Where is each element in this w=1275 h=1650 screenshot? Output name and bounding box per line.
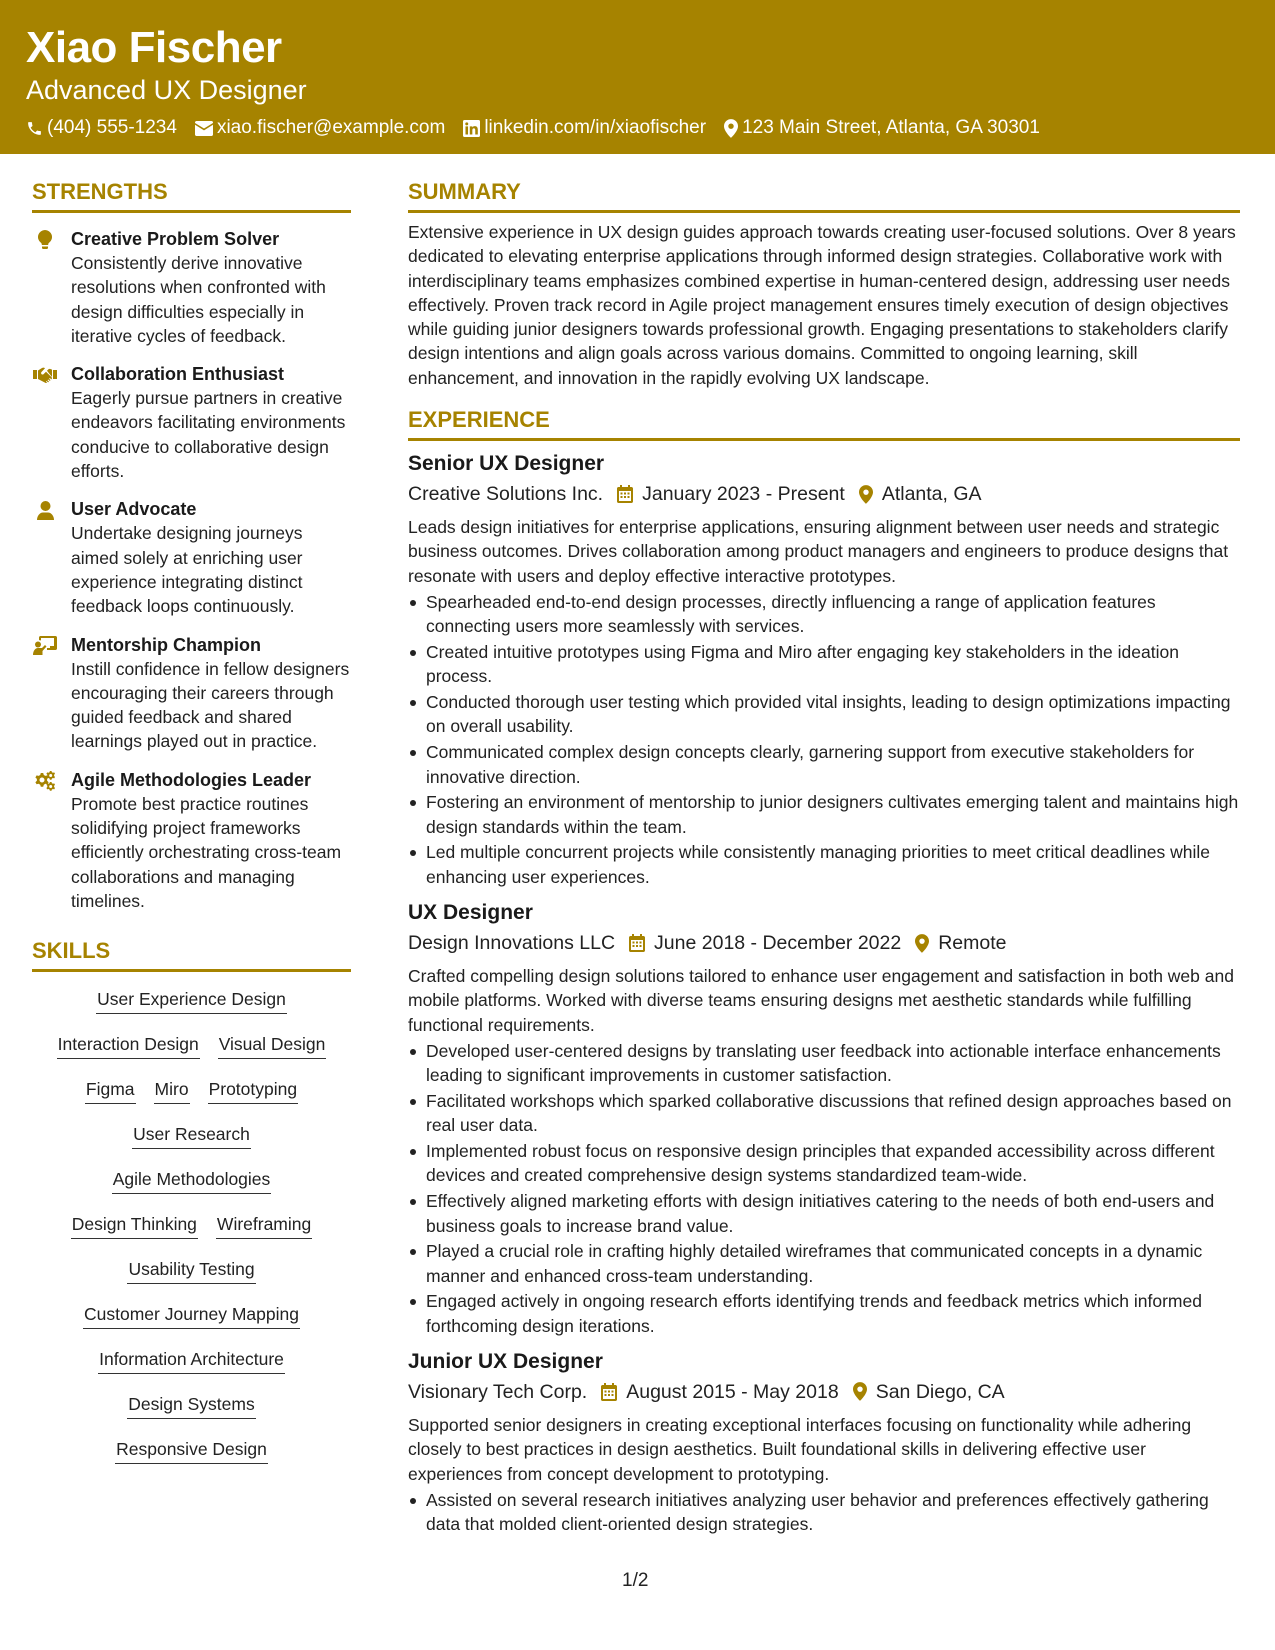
job-bullets (408, 590, 1240, 889)
skill-row (32, 978, 351, 1023)
company-name: Creative Solutions Inc. (408, 483, 604, 506)
resume-header (0, 0, 1275, 154)
skill-tag: Customer Journey Mapping (83, 1302, 300, 1329)
calendar-icon (617, 485, 633, 503)
skill-tag: Figma (85, 1077, 136, 1104)
bullet-item: Implemented robust focus on responsive design principles that expanded accessibility across different devices and created comprehensive design systems standardized team-wide. (408, 1139, 1240, 1188)
strengths-heading: STRENGTHS (32, 178, 351, 213)
strength-desc: Undertake designing journeys aimed solely at enriching user experience integrating distinct feedback loops continuously. (71, 523, 303, 617)
job-location: San Diego, CA (875, 1380, 1005, 1403)
handshake-icon (32, 364, 58, 386)
skill-row (32, 1293, 351, 1338)
skill-tag: Prototyping (208, 1077, 299, 1104)
contact-linkedin[interactable] (463, 115, 706, 141)
strength-item (32, 227, 351, 348)
skill-tag: Information Architecture (98, 1347, 285, 1374)
bullet-item: Led multiple concurrent projects while consistently managing priorities to meet critical deadlines while enhancing user experiences. (408, 840, 1240, 889)
job-dates: January 2023 - Present (642, 483, 845, 506)
bullet-item: Fostering an environment of mentorship to junior designers cultivates emerging talent and maintains high design standards within the team. (408, 790, 1240, 839)
job-title: Senior UX Designer (408, 452, 605, 476)
skills-list (32, 978, 351, 1473)
strength-desc: Eagerly pursue partners in creative endeavors facilitating environments conducive to collaborative design efforts. (71, 388, 346, 482)
map-pin-icon (915, 934, 929, 953)
job-entry (408, 450, 1240, 889)
job-dates: June 2018 - December 2022 (654, 932, 902, 955)
email-text: xiao.fischer@example.com (216, 117, 446, 138)
skill-tag: User Experience Design (96, 987, 287, 1014)
user-icon (32, 499, 58, 521)
skill-tag: Visual Design (218, 1032, 327, 1059)
skill-tag: Wireframing (216, 1212, 312, 1239)
skill-tag: Responsive Design (115, 1437, 268, 1464)
strength-title: Agile Methodologies Leader (71, 769, 312, 790)
bullet-item: Spearheaded end-to-end design processes, directly influencing a range of application features connecting users more seamlessly with services. (408, 590, 1240, 639)
calendar-icon (601, 1383, 617, 1401)
candidate-name: Xiao Fischer (26, 23, 282, 72)
company-name: Design Innovations LLC (408, 932, 616, 955)
bullet-item: Engaged actively in ongoing research efforts identifying trends and feedback metrics which informed forthcoming design iterations. (408, 1289, 1240, 1338)
skill-tag: Usability Testing (127, 1257, 255, 1284)
strength-title: User Advocate (71, 499, 197, 520)
bullet-item: Communicated complex design concepts clearly, garnering support from executive stakeholders for innovative direction. (408, 740, 1240, 789)
contact-bar (26, 115, 1058, 141)
skill-tag: Design Systems (127, 1392, 255, 1419)
summary-heading: SUMMARY (408, 178, 1240, 213)
skill-row (32, 1203, 351, 1248)
phone-icon (26, 120, 43, 137)
bullet-item: Played a crucial role in crafting highly detailed wireframes that communicated concepts in a dynamic manner and enhanced cross-team understanding. (408, 1239, 1240, 1288)
strength-item (32, 497, 351, 618)
job-meta (408, 1377, 1240, 1407)
job-entry (408, 1348, 1240, 1536)
skill-row (32, 1338, 351, 1383)
strength-item (32, 362, 351, 483)
right-column (408, 178, 1240, 1538)
skill-tag: User Research (132, 1122, 251, 1149)
skill-row (32, 1113, 351, 1158)
strength-desc: Instill confidence in fellow designers encouraging their careers through guided feedback and shared learnings played out in practice. (71, 658, 350, 752)
bullet-item: Conducted thorough user testing which provided vital insights, leading to design optimizations impacting on overall usability. (408, 690, 1240, 739)
bullet-item: Assisted on several research initiatives analyzing user behavior and preferences effectively gathering data that molded client-oriented design strategies. (408, 1488, 1240, 1537)
contact-email[interactable] (195, 115, 445, 141)
skill-tag: Interaction Design (57, 1032, 200, 1059)
skill-row (32, 1158, 351, 1203)
skill-row (32, 1248, 351, 1293)
skill-row (32, 1068, 351, 1113)
skills-heading: SKILLS (32, 937, 351, 972)
lightbulb-icon (32, 229, 58, 251)
map-pin-icon (859, 485, 873, 504)
address-text: 123 Main Street, Atlanta, GA 30301 (742, 117, 1040, 138)
contact-address (724, 115, 1040, 141)
strength-item (32, 633, 351, 754)
calendar-icon (629, 934, 645, 952)
map-pin-icon (724, 119, 738, 138)
job-entry (408, 899, 1240, 1338)
map-pin-icon (853, 1382, 867, 1401)
strength-title: Collaboration Enthusiast (71, 364, 285, 385)
skill-row (32, 1023, 351, 1068)
job-description: Supported senior designers in creating exceptional interfaces focusing on functionality while adhering closely to best practices in design aesthetics. Built foundational skills in delivering effective user experiences from concept development to prototyping. (408, 1414, 1192, 1484)
skill-tag: Design Thinking (71, 1212, 198, 1239)
skill-tag: Agile Methodologies (112, 1167, 272, 1194)
job-description: Leads design initiatives for enterprise applications, ensuring alignment between user needs and strategic business outcomes. Drives collaboration among product managers and engineers to produce designs that resonate with users and deploy effective interactive prototypes. (408, 517, 1229, 586)
job-bullets (408, 1039, 1240, 1338)
summary-text: Extensive experience in UX design guides approach towards creating user-focused solutions. Over 8 years dedicated to elevating enterprise applications through informed design strategies. Collaborative work with interdisciplinary teams emphasizes combined expertise in human-centered design, addressing user needs effectively. Proven track record in Agile project management ensures timely execution of design objectives while guiding junior designers towards professional growth. Engaging presentations to stakeholders clarify design intentions and align goals across various domains. Committed to ongoing learning, skill enhancement, and innovation in the rapidly evolving UX landscape. (408, 222, 1236, 388)
job-location: Atlanta, GA (881, 483, 982, 506)
skill-row (32, 1428, 351, 1473)
envelope-icon (195, 121, 213, 136)
job-title: Junior UX Designer (408, 1349, 603, 1373)
experience-heading: EXPERIENCE (408, 406, 1240, 441)
skill-row (32, 1383, 351, 1428)
contact-phone (26, 115, 177, 141)
linkedin-icon (463, 120, 480, 137)
strength-item (32, 768, 351, 913)
job-bullets (408, 1488, 1240, 1537)
job-dates: August 2015 - May 2018 (626, 1380, 839, 1403)
phone-text: (404) 555-1234 (47, 117, 177, 138)
bullet-item: Developed user-centered designs by translating user feedback into actionable interface enhancements leading to significant improvements in customer satisfaction. (408, 1039, 1240, 1088)
strength-desc: Consistently derive innovative resolutions when confronted with design difficulties especially in iterative cycles of feedback. (71, 253, 326, 346)
bullet-item: Created intuitive prototypes using Figma and Miro after engaging key stakeholders in the ideation process. (408, 640, 1240, 689)
chalkboard-teacher-icon (32, 635, 58, 657)
bullet-item: Facilitated workshops which sparked collaborative discussions that refined design approaches based on real user data. (408, 1089, 1240, 1138)
job-meta (408, 928, 1240, 958)
strength-title: Creative Problem Solver (71, 229, 280, 249)
job-description: Crafted compelling design solutions tailored to enhance user engagement and satisfaction in both web and mobile platforms. Worked with diverse teams ensuring designs met aesthetic standards while fulfilling functional requirements. (408, 966, 1234, 1035)
linkedin-text: linkedin.com/in/xiaofischer (484, 117, 707, 138)
strength-desc: Promote best practice routines solidifying project frameworks efficiently orchestrating cross-team collaborations and managing timelines. (71, 793, 342, 911)
bullet-item: Effectively aligned marketing efforts with design initiatives catering to the needs of both end-users and business goals to increase brand value. (408, 1189, 1240, 1238)
job-title: UX Designer (408, 901, 533, 925)
left-column (32, 178, 351, 1473)
skill-tag: Miro (154, 1077, 190, 1104)
job-meta (408, 479, 1240, 509)
page-number: 1/2 (622, 1570, 649, 1591)
candidate-title: Advanced UX Designer (26, 75, 307, 105)
strength-title: Mentorship Champion (71, 634, 261, 655)
company-name: Visionary Tech Corp. (408, 1380, 588, 1403)
job-location: Remote (938, 932, 1007, 955)
gears-icon (32, 770, 58, 792)
